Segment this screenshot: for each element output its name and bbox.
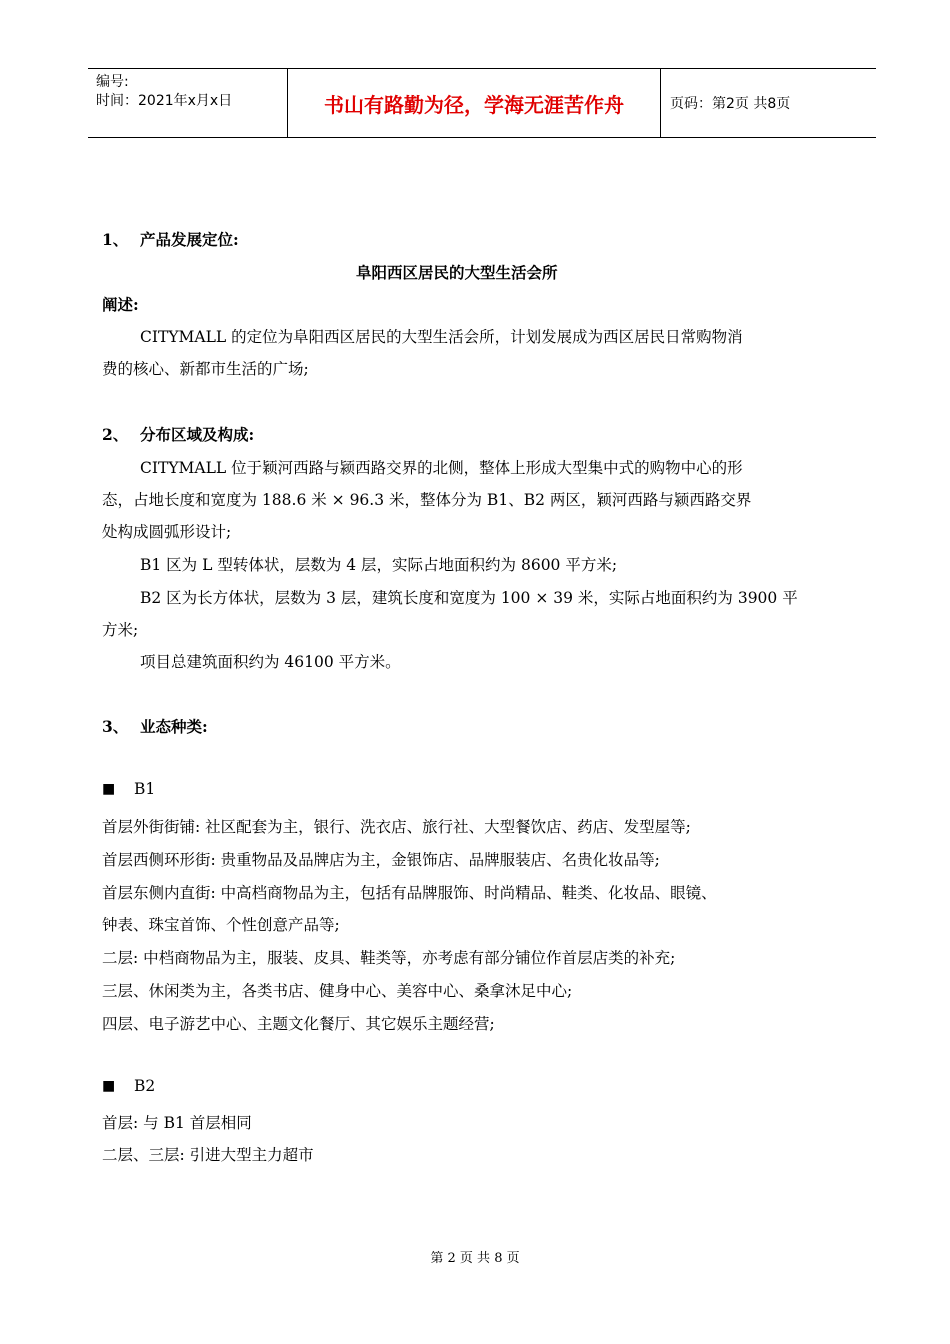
b1-line: 首层外街街铺: 社区配套为主，银行、洗衣店、旅行社、大型餐饮店、药店、发型屋等;: [102, 818, 691, 836]
b1-line: 首层西侧环形街: 贵重物品及品牌店为主，金银饰店、品牌服装店、名贵化妆品等;: [102, 851, 660, 869]
b2-label: B2: [134, 1077, 156, 1095]
section-3-title: 业态种类:: [140, 717, 208, 736]
section-1-text-line: 费的核心、新都市生活的广场;: [102, 360, 309, 378]
number-label: 编号:: [96, 74, 129, 90]
header-page-info: 页码：第2页 共8页: [670, 96, 791, 112]
section-2-text-line: B2 区为长方体状，层数为 3 层，建筑长度和宽度为 100 × 39 米，实际占地面积约为 3900 平: [140, 589, 798, 607]
section-2-number: 2、: [102, 425, 129, 444]
section-2-text-line: 态，占地长度和宽度为 188.6 米 × 96.3 米，整体分为 B1、B2 两区，颖河西路与颍西路交界: [102, 491, 752, 509]
b2-bullet: ■: [102, 1078, 116, 1094]
section-3-number: 3、: [102, 717, 129, 736]
section-2-text-line: 处构成圆弧形设计;: [102, 523, 232, 541]
section-1-subtitle: 阜阳西区居民的大型生活会所: [356, 263, 558, 282]
header-motto: 书山有路勤为径，学海无涯苦作舟: [287, 69, 661, 137]
section-2-title: 分布区域及构成:: [140, 425, 255, 444]
section-2-text-line: B1 区为 L 型转体状，层数为 4 层，实际占地面积约为 8600 平方米;: [140, 556, 618, 574]
section-1-label: 阐述:: [102, 295, 139, 314]
header-info: [96, 73, 232, 111]
b1-line: 钟表、珠宝首饰、个性创意产品等;: [102, 916, 340, 934]
b1-line: 四层、电子游艺中心、主题文化餐厅、其它娱乐主题经营;: [102, 1015, 495, 1033]
b1-label: B1: [134, 780, 156, 798]
section-2-text-line: 方米;: [102, 621, 139, 639]
page-header: [88, 68, 876, 138]
section-2-text-line: CITYMALL 位于颖河西路与颍西路交界的北侧，整体上形成大型集中式的购物中心的形: [140, 459, 743, 477]
b2-line: 二层、三层: 引进大型主力超市: [102, 1146, 314, 1164]
b1-line: 首层东侧内直街: 中高档商物品为主，包括有品牌服饰、时尚精品、鞋类、化妆品、眼镜、: [102, 884, 717, 902]
section-1-text-line: CITYMALL 的定位为阜阳西区居民的大型生活会所，计划发展成为西区居民日常购物消: [140, 328, 743, 346]
section-1-title: 产品发展定位:: [140, 230, 239, 249]
section-2-text-line: 项目总建筑面积约为 46100 平方米。: [140, 653, 401, 671]
page-footer: 第 2 页 共 8 页: [430, 1251, 520, 1266]
b1-line: 三层、休闲类为主，各类书店、健身中心、美容中心、桑拿沐足中心;: [102, 982, 573, 1000]
time-label: 时间：2021年x月x日: [96, 93, 233, 109]
b2-line: 首层: 与 B1 首层相同: [102, 1114, 252, 1132]
b1-bullet: ■: [102, 781, 116, 797]
section-1-number: 1、: [102, 230, 129, 249]
b1-line: 二层: 中档商物品为主，服装、皮具、鞋类等，亦考虑有部分铺位作首层店类的补充;: [102, 949, 676, 967]
